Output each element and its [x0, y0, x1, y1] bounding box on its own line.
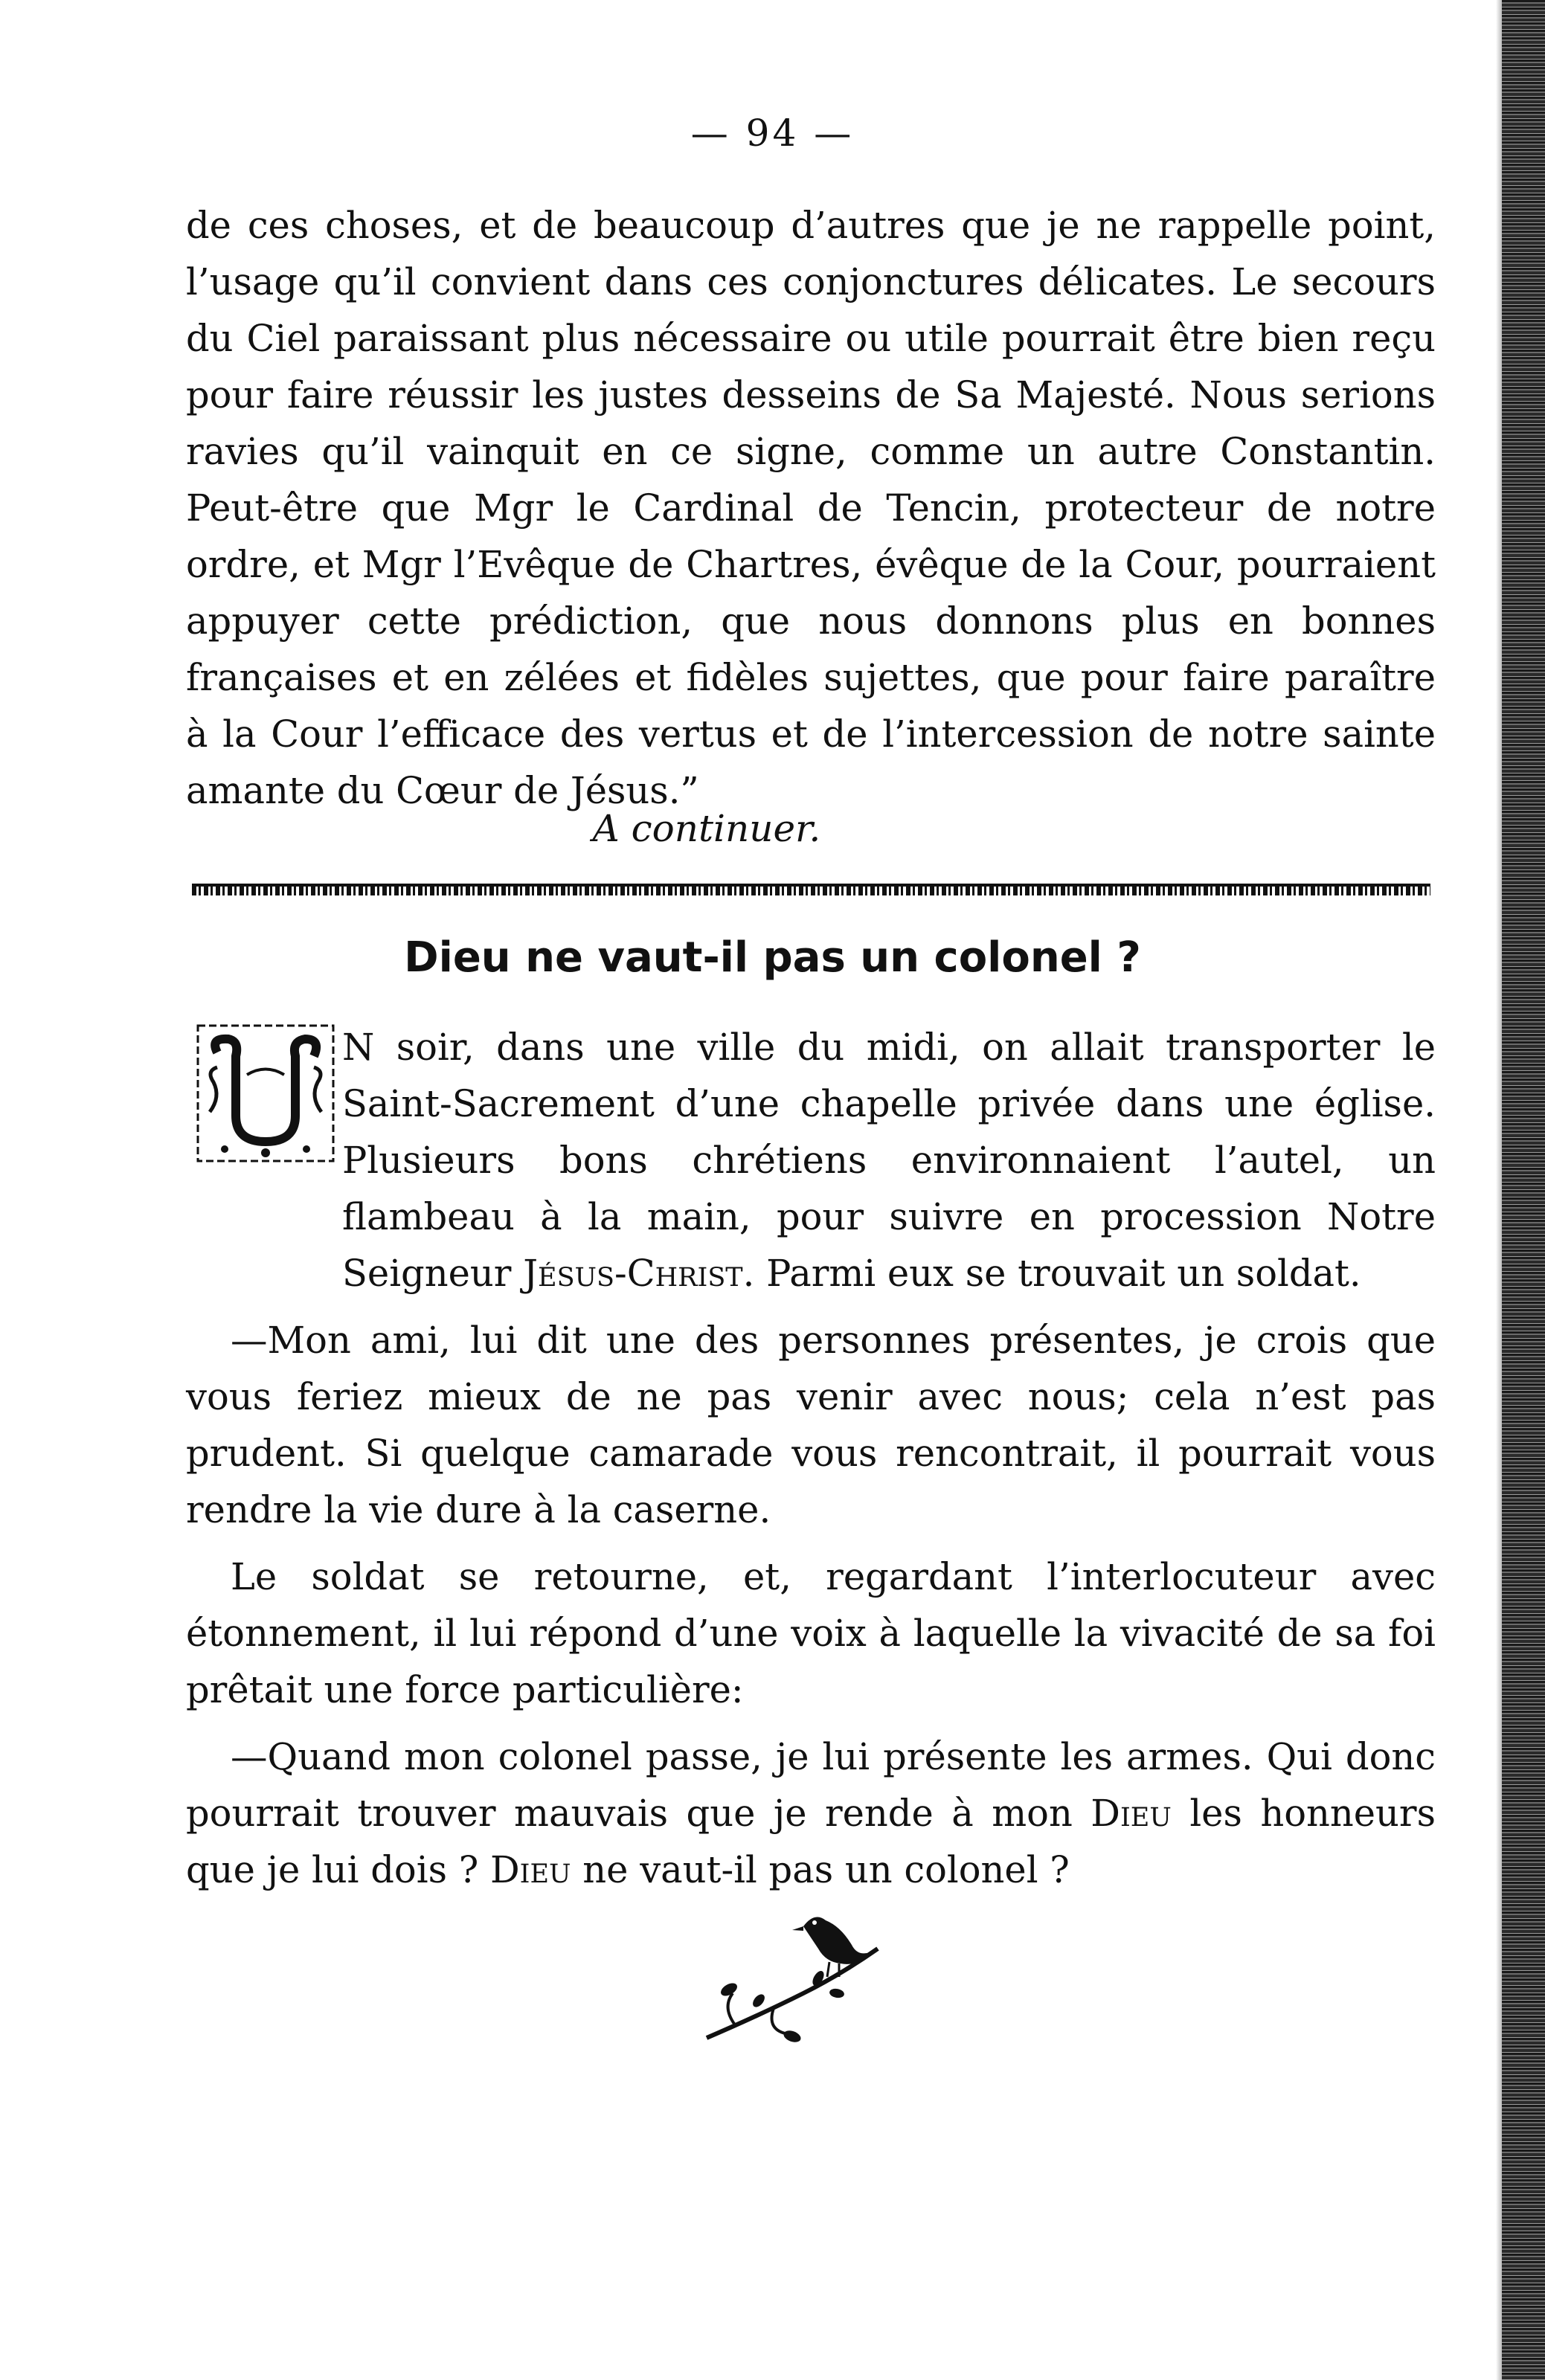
article-paragraph-4-a: —Quand mon colonel passe, je lui présente les armes. Qui donc pourrait trouver mauvais que je rende à mon — [186, 1735, 1436, 1835]
article-paragraph-1-end: . Parmi eux se trouvait un soldat. — [742, 1252, 1361, 1295]
continuation-text: de ces choses, et de beaucoup d’autres que je ne rappelle point, l’usage qu’il convient dans ces conjonctures délicates. Le secours du Ciel paraissant plus nécessaire ou utile pourrait être bien reçu pour faire réussir les justes desseins de Sa Majesté. Nous serions ravies qu’il vainquit en ce signe, comme un autre Constantin. Peut-être que Mgr le Cardinal de Tencin, protecteur de notre ordre, et Mgr l’Evêque de Chartres, évêque de la Cour, pourraient appuyer cette prédiction, que nous donnons plus en bonnes françaises et en zélées et fidèles sujettes, que pour faire paraître à la Cour l’efficace des vertus et de l’intercession de notre sainte amante du Cœur de Jésus.” — [186, 204, 1436, 812]
page-edge-shadow — [1496, 0, 1502, 2380]
ornamental-divider — [192, 884, 1430, 895]
article-paragraph-2: —Mon ami, lui dit une des personnes présentes, je crois que vous feriez mieux de ne pas venir avec nous; cela n’est pas prudent. Si quelque camarade vous rencontrait, il pourrait vous rendre la vie dure à la caserne. — [186, 1319, 1436, 1531]
article-paragraph-1-lead — [186, 1019, 1436, 1302]
article-paragraph-1-text: N soir, dans une ville du midi, on allait transporter le Saint-Sacrement d’une chapelle privée dans une église. Plusieurs bons chrétiens environnaient l’autel, un flambeau à la main, pour suivre en procession Notre Seigneur — [342, 1026, 1436, 1295]
article-paragraph-4-c: ne vaut-il pas un colonel ? — [571, 1848, 1070, 1891]
continuation-paragraph — [186, 197, 1436, 819]
page-number: — 94 — — [690, 112, 855, 155]
bird-on-branch-icon — [692, 1904, 915, 2053]
page-edge — [1502, 0, 1545, 2380]
dieu-word-2: Dieu — [489, 1848, 571, 1891]
article-title: Dieu ne vaut-il pas un colonel ? — [404, 933, 1141, 982]
article-body — [186, 1019, 1436, 1908]
article-paragraph-4 — [186, 1728, 1436, 1898]
article-paragraph-3: Le soldat se retourne, et, regardant l’interlocuteur avec étonnement, il lui répond d’une voix à laquelle la vivacité de sa foi prêtait une force particulière: — [186, 1555, 1436, 1711]
article-paragraph-1 — [186, 1019, 1436, 1302]
dieu-word-1: Dieu — [1091, 1792, 1172, 1835]
jesus-christ-name: Jésus-Christ — [523, 1252, 743, 1295]
to-be-continued: A continuer. — [592, 807, 821, 850]
article-paragraph-4-b: les honneurs que je lui dois ? — [186, 1792, 1436, 1891]
